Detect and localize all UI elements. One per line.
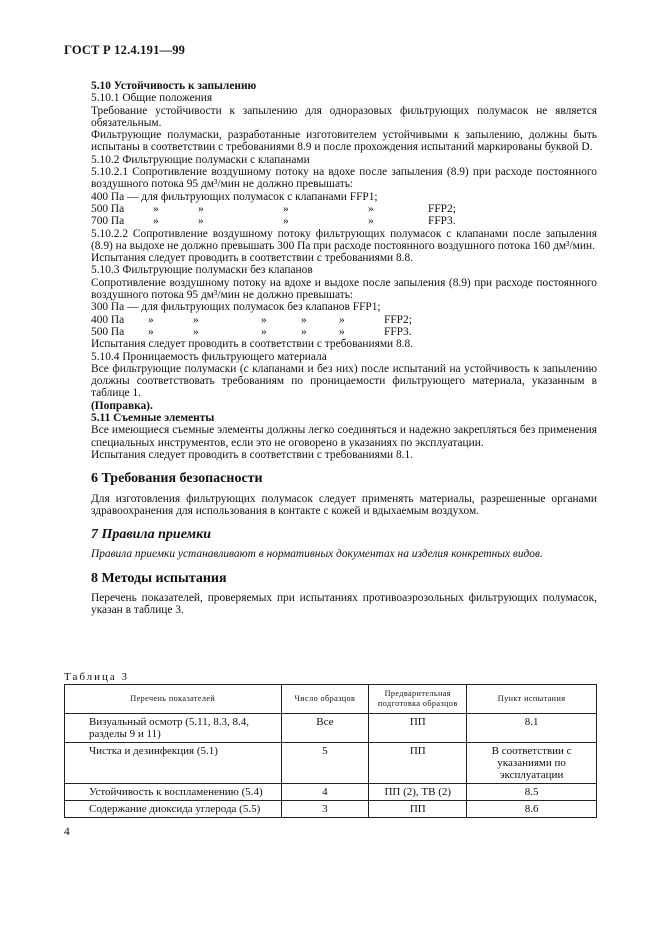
table-cell: ПП	[369, 743, 467, 784]
paragraph: Правила приемки устанавливают в нормативных документах на изделия конкретных видов.	[91, 548, 543, 561]
paragraph: Для изготовления фильтрующих полумасок следует применять материалы, разрешенные органами здравоохранения для использования в контакте с кожей и вдыхаемым воздухом.	[91, 492, 597, 517]
value: 700 Па	[91, 215, 125, 228]
amendment-note: (Поправка).	[91, 399, 153, 412]
section-5-11-title: 5.11 Съемные элементы	[91, 412, 215, 425]
list-item	[91, 203, 597, 215]
column-header: Пункт испытания	[467, 685, 597, 714]
table-3	[64, 684, 597, 818]
table-cell: Визуальный осмотр (5.11, 8.3, 8.4, разделы 9 и 11)	[65, 714, 282, 743]
ditto-mark: »	[301, 313, 307, 326]
table-cell: 3	[281, 801, 369, 818]
ditto-mark: »	[198, 202, 204, 215]
ditto-mark: »	[261, 325, 267, 338]
value: FFP3.	[428, 215, 456, 228]
paragraph: Испытания следует проводить в соответствии с требованиями 8.8.	[91, 252, 414, 265]
value: 400 Па	[91, 313, 125, 326]
list-item	[91, 326, 597, 338]
paragraph: Перечень показателей, проверяемых при испытаниях противоаэрозольных фильтрующих полумасок, указан в таблице 3.	[91, 591, 597, 617]
ditto-mark: »	[261, 313, 267, 326]
section-7-title: 7 Правила приемки	[91, 527, 212, 543]
table-cell: Чистка и дезинфекция (5.1)	[65, 743, 282, 784]
section-8-title: 8 Методы испытания	[91, 570, 227, 586]
ditto-mark: »	[148, 325, 154, 338]
table-row	[65, 743, 597, 784]
list-item: 300 Па — для фильтрующих полумасок без клапанов FFP1;	[91, 301, 381, 314]
ditto-mark: »	[148, 313, 154, 326]
column-header: Число образцов	[281, 685, 369, 714]
column-header: Перечень показателей	[65, 685, 282, 714]
table-cell: 8.1	[467, 714, 597, 743]
ditto-mark: »	[368, 202, 374, 215]
table-cell: 5	[281, 743, 369, 784]
paragraph: 5.10.1 Общие положения	[91, 92, 213, 105]
paragraph: Все фильтрующие полумаски (с клапанами и без них) после испытаний на устойчивость к запылению должны соответствовать требованиям по проницаемости фильтрующего материала, указанным в таблице 1.	[91, 362, 597, 400]
table-cell: Все	[281, 714, 369, 743]
table-row	[65, 801, 597, 818]
table-cell: ПП	[369, 801, 467, 818]
paragraph: Все имеющиеся съемные элементы должны легко соединяться и надежно закрепляться без применения специальных инструментов, если это не оговорено в указаниях по эксплуатации.	[91, 424, 597, 449]
paragraph: 5.10.2.1 Сопротивление воздушному потоку на вдохе после запыления (8.9) при расходе постоянного воздушного потока 95 дм³/мин не должно превышать:	[91, 166, 597, 191]
value: FFP2;	[384, 313, 412, 326]
section-5-10-title: 5.10 Устойчивость к запылению	[91, 80, 257, 92]
table-row	[65, 784, 597, 801]
ditto-mark: »	[339, 313, 345, 326]
ditto-mark: »	[368, 215, 374, 228]
table-cell: В соответствии с указаниями по эксплуатации	[467, 743, 597, 784]
ditto-mark: »	[198, 215, 204, 228]
table-caption: Таблица 3	[64, 671, 130, 683]
ditto-mark: »	[193, 313, 199, 326]
list-item: 400 Па — для фильтрующих полумасок с клапанами FFP1;	[91, 190, 378, 203]
paragraph: Фильтрующие полумаски, разработанные изготовителем устойчивыми к запылению, должны быть испытаны в соответствии с требованиями 8.9 и после прохождения испытаний маркированы буквой D.	[91, 129, 597, 154]
table-cell: ПП (2), ТВ (2)	[369, 784, 467, 801]
value: FFP3.	[384, 325, 412, 338]
column-header: Предварительная подготовка образцов	[369, 685, 467, 714]
paragraph: 5.10.4 Проницаемость фильтрующего материала	[91, 350, 327, 363]
value: FFP2;	[428, 202, 456, 215]
ditto-mark: »	[153, 215, 159, 228]
ditto-mark: »	[153, 202, 159, 215]
table-row	[65, 714, 597, 743]
ditto-mark: »	[193, 325, 199, 338]
ditto-mark: »	[339, 325, 345, 338]
paragraph: Испытания следует проводить в соответствии с требованиями 8.8.	[91, 338, 414, 351]
paragraph: Требование устойчивости к запылению для одноразовых фильтрующих полумасок не является обязательным.	[91, 104, 597, 129]
document-body	[91, 80, 597, 617]
section-6-title: 6 Требования безопасности	[91, 471, 263, 487]
table-cell: Содержание диоксида углерода (5.5)	[65, 801, 282, 818]
value: 500 Па	[91, 325, 125, 338]
document-header: ГОСТ Р 12.4.191—99	[64, 43, 186, 57]
paragraph: Испытания следует проводить в соответствии с требованиями 8.1.	[91, 448, 414, 461]
ditto-mark: »	[283, 215, 289, 228]
paragraph: 5.10.2 Фильтрующие полумаски с клапанами	[91, 153, 310, 166]
value: 500 Па	[91, 202, 125, 215]
table-cell: 8.6	[467, 801, 597, 818]
list-item	[91, 215, 597, 227]
table-cell: 4	[281, 784, 369, 801]
ditto-mark: »	[283, 202, 289, 215]
table-cell: Устойчивость к воспламенению (5.4)	[65, 784, 282, 801]
list-item	[91, 314, 597, 326]
paragraph: 5.10.2.2 Сопротивление воздушному потоку фильтрующих полумасок с клапанами после запыления (8.9) на выдохе не должно превышать 300 Па при расходе постоянного воздушного потока 160 дм³/мин.	[91, 227, 597, 252]
table-cell: 8.5	[467, 784, 597, 801]
table-header-row	[65, 685, 597, 714]
ditto-mark: »	[301, 325, 307, 338]
page-number: 4	[64, 826, 70, 838]
table-cell: ПП	[369, 714, 467, 743]
paragraph: Сопротивление воздушному потоку на вдохе и выдохе после запыления (8.9) при расходе постоянного воздушного потока 95 дм³/мин не должно превышать:	[91, 276, 597, 302]
paragraph: 5.10.3 Фильтрующие полумаски без клапанов	[91, 264, 313, 277]
